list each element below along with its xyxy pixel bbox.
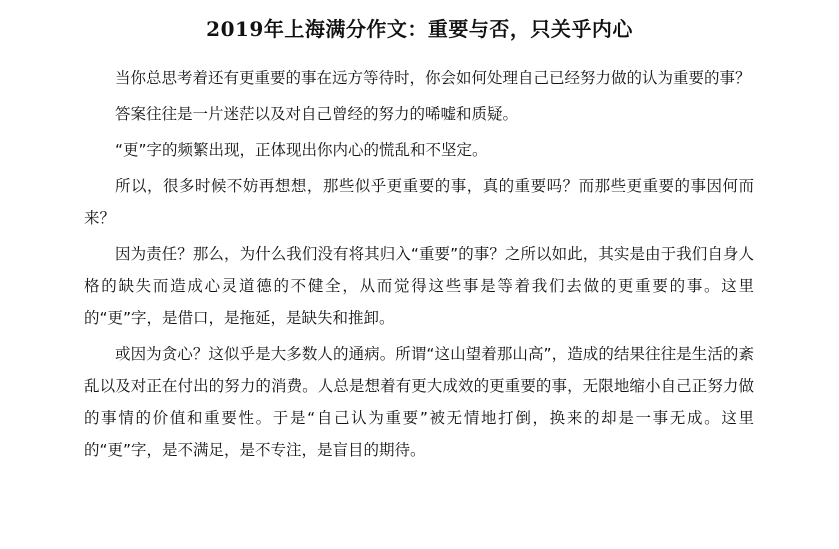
paragraph-3: “更”字的频繁出现，正体现出你内心的慌乱和不坚定。	[115, 141, 488, 159]
paragraph-4: 所以，很多时候不妨再想想，那些似乎更重要的事，真的重要吗？而那些更重要的事因何而来？	[84, 177, 754, 227]
paragraph-6: 或因为贪心？这似乎是大多数人的通病。所谓“这山望着那山高”，造成的结果往往是生活的紊乱以及对正在付出的努力的消费。人总是想着有更大成效的更重要的事，无限地缩小自己正努力做的事情的价值和重要性。于是“自己认为重要”被无情地打倒，换来的却是一事无成。这里的“更”字，是不满足，是不专注，是盲目的期待。	[84, 345, 754, 459]
essay-body	[84, 62, 754, 470]
essay-title: 2019年上海满分作文：重要与否，只关乎内心	[206, 17, 633, 41]
paragraph-1: 当你总思考着还有更重要的事在远方等待时，你会如何处理自己已经努力做的认为重要的事？	[115, 69, 751, 87]
paragraph-5: 因为责任？那么，为什么我们没有将其归入“重要”的事？之所以如此，其实是由于我们自身人格的缺失而造成心灵道德的不健全，从而觉得这些事是等着我们去做的更重要的事。这里的“更”字，是借口，是拖延，是缺失和推卸。	[84, 245, 754, 327]
paragraph-2: 答案往往是一片迷茫以及对自己曾经的努力的唏嘘和质疑。	[115, 105, 519, 123]
